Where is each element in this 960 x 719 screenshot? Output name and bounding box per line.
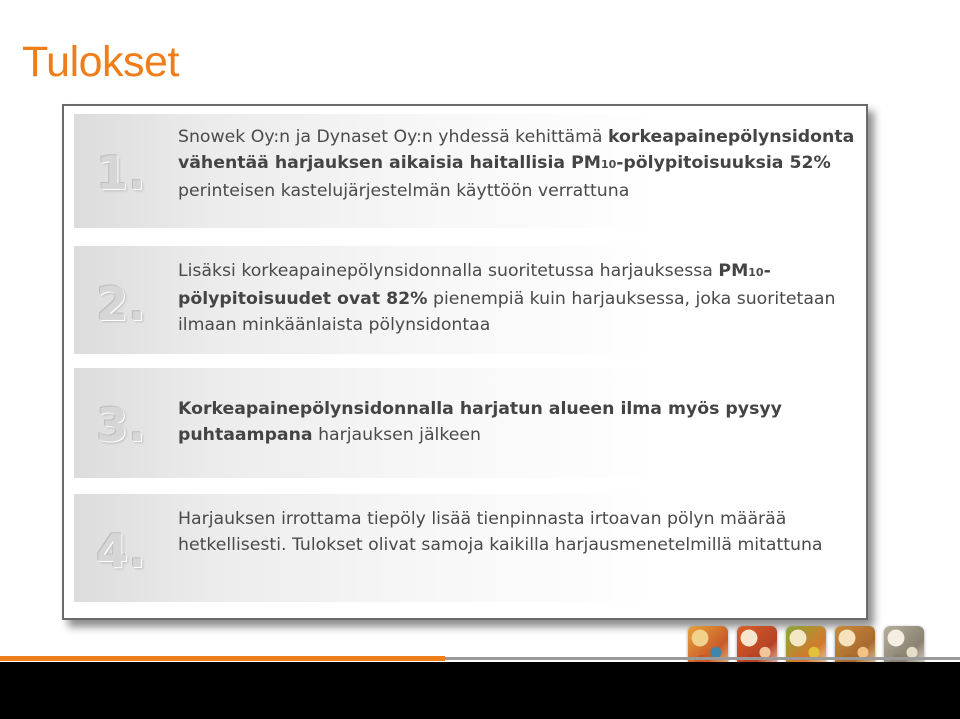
footer-band: [0, 662, 960, 719]
bold-text: korkeapainepölynsidonta vähentää harjauksen aikaisia haitallisia PM: [178, 127, 855, 173]
result-item-4: [74, 494, 854, 602]
bold-text: Korkeapainepölynsidonnalla harjatun alueen ilma myös pysyy puhtaampana: [178, 399, 782, 445]
item-text: [178, 396, 858, 448]
text-run: harjauksen jälkeen: [312, 425, 481, 445]
subscript-text: 10: [600, 158, 617, 171]
item-number: 1.: [96, 146, 146, 200]
result-item-3: [74, 368, 854, 478]
item-number: 3.: [96, 398, 146, 452]
item-text: [178, 124, 858, 204]
footer-accent-bar: [0, 656, 445, 661]
text-run: Harjauksen irrottama tiepöly lisää tienpinnasta irtoavan pölyn määrää hetkellisesti. Tulokset olivat samoja kaikilla harjausmenetelmillä mitattuna: [178, 509, 823, 555]
text-run: perinteisen kastelujärjestelmän käyttöön verrattuna: [178, 181, 630, 201]
subscript-text: 10: [748, 266, 764, 279]
text-run: Lisäksi korkeapainepölynsidonnalla suoritetussa harjauksessa: [178, 261, 719, 281]
result-item-2: [74, 246, 854, 354]
item-number: 4.: [96, 524, 146, 578]
bold-text: PM: [718, 261, 749, 281]
slide-title: Tulokset: [22, 38, 179, 86]
text-run: pienempiä kuin harjauksessa, joka suoritetaan ilmaan minkäänlaista pölynsidontaa: [178, 289, 836, 335]
footer-divider-bar: [445, 657, 960, 660]
item-text: [178, 506, 858, 558]
item-text: [178, 258, 858, 338]
text-run: Snowek Oy:n ja Dynaset Oy:n yhdessä kehittämä: [178, 127, 609, 147]
item-number: 2.: [96, 277, 146, 331]
bold-text: -pölypitoisuuksia 52%: [616, 153, 831, 173]
results-panel: [62, 104, 868, 620]
result-item-1: [74, 114, 854, 228]
bold-text: -pölypitoisuudet ovat 82%: [178, 261, 771, 309]
